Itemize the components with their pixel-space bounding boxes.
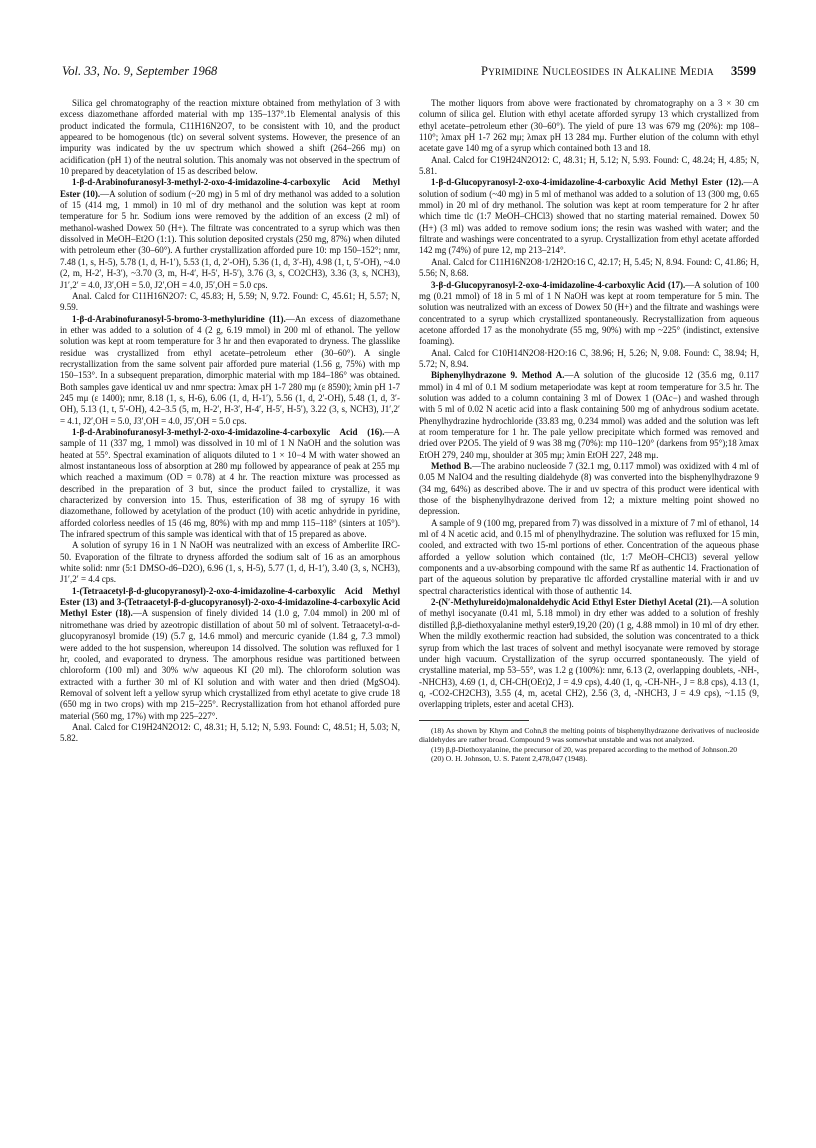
section-heading: 1-(Tetraacetyl-β-d-glucopyranosyl)-2-oxo-4-imidazoline-4-carboxylic Acid Methyl Ester (13) and 3-(Tetraacetyl-β-d-glucopyranosyl)-2-oxo-4-imidazoline-4-carboxylic Acid Methyl Ester (18). [60,585,400,619]
section-heading: 3-β-d-Glucopyranosyl-2-oxo-4-imidazoline-4-carboxylic Acid (17). [431,279,686,290]
paragraph-text: —A solution of the glucoside 12 (35.6 mg, 0.117 mmol) in 4 ml of 0.1 M sodium metaperiodate was kept at room temperature for 3.5 hr. The solution was added to a column containing 3 ml of Dowex 1 (OAc−) and washed through with 5 ml of 0.02 N acetic acid into a flask containing 500 mg of anhydrous sodium acetate. Phenylhydrazine hydrochloride (33.83 mg, 0.234 mmol) was added and the solution was left at room temperature for 1 hr. The pale yellow precipitate which formed was removed and dried over P2O5. The yield of 9 was 38 mg (70%): mp 110–120° (darkens from 95°);18 λmax EtOH 279, 240 mμ, shoulder at 305 mμ; λmin EtOH 227, 248 mμ. [419,370,760,460]
paragraph-text: Anal. Calcd for C11H16N2O7: C, 45.83; H, 5.59; N, 9.72. Found: C, 45.61; H, 5.57; N, 9.59. [60,290,400,313]
section-heading: 1-β-d-Arabinofuranosyl-3-methyl-2-oxo-4-imidazoline-4-carboxylic Acid (16). [72,426,385,437]
footnote: (20) O. H. Johnson, U. S. Patent 2,478,047 (1948). [431,754,588,764]
paragraph-text: —An excess of diazomethane in ether was added to a solution of 4 (2 g, 6.19 mmol) in 200 ml of ethanol. The yellow solution was kept at room temperature for 3 hr and then evaporated to dryness. The glasslike residue was crystallized from ethyl acetate–petroleum ether (30–60°). A single recrystallization from the same solvent pair afforded pure material (1.56 g, 75%) with mp 150–153°. In a subsequent preparation, dimorphic material with mp 184–186° was obtained. Both samples gave identical uv and nmr spectra: λmax pH 1-7 280 mμ (ε 8590); λmin pH 1-7 245 mμ (ε 1400); nmr, 8.18 (1, s, H-6), 6.06 (1, d, H-1′), 5.56 (1, d, 2′-OH), 5.48 (1, d, 3′-OH), 5.13 (1, t, 5′-OH), 4.2–3.5 (5, m, H-2′, H-3′, H-4′, H-5′, H-5′), 3.22 (3, s, NCH3), J1′,2′ = 4.1, J2′,OH = 5.0, J3′,OH = 4.0, J5′,OH = 5.0 cps. [60,313,400,426]
paragraph-text: A solution of syrupy 16 in 1 N NaOH was neutralized with an excess of Amberlite IRC-50. Evaporation of the filtrate to dryness afforded the sodium salt of 16 as an amorphous white solid: nmr (5:1 DMSO-d6–D2O), 6.96 (1, s, H-5), 5.77 (1, d, H-1′), 3.40 (3, s, NCH3), J1′,2′ = 4.4 cps. [60,540,400,585]
section-heading: Method B. [431,461,472,471]
paragraph-text: —A solution of sodium (~20 mg) in 5 ml of dry methanol was added to a solution of 15 (414 mg, 1 mmol) in 10 ml of dry methanol and the solution was kept at room temperature for 5 hr. Sodium ions were removed by the addition of an excess (2 ml) of methanol-washed Dowex 50 (H+). The filtrate was concentrated to a syrup which was then dissolved in MeOH–Et2O (1:1). This solution deposited crystals (250 mg, 87%) when diluted with petroleum ether (30–60°). A further crystallization afforded pure 10: mp 150–152°; nmr, 7.48 (1, s, H-5), 5.78 (1, d, H-1′), 5.53 (1, d, 2′-OH), 5.36 (1, d, 3′-H), 4.98 (1, t, 5′-OH), ~4.0 (2, m, H-2′, H-3′), ~3.70 (3, m, H-4′, H-5′, H-5′), 3.76 (3, s, CO2CH3), 3.36 (3, s, NCH3), J1′,2′ = 4.0, J3′,OH = 5.0, J2′,OH = 4.0, J5′,OH = 5.0 cps. [60,188,400,290]
section-heading: 2-(N′-Methylureido)malonaldehydic Acid Ethyl Ester Diethyl Acetal (21). [431,597,713,608]
paragraph [60,98,400,177]
paragraph-text: —A solution of methyl isocyanate (0.41 ml, 5.18 mmol) in dry ether was added to a solution of freshly distilled β,β-diethoxyalanine methyl ester9,19,20 (20) (1 g, 4.88 mmol) in 10 ml of dry ether. When the mildly exothermic reaction had subsided, the solution was concentrated to a thick syrup from which the last traces of solvent and methyl isocyanate were removed by storage under high vacuum. Crystallization of the syrup occurred spontaneously. The yield of crystalline material, mp 53–55°, was 1.2 g (100%): nmr, 6.13 (2, overlapping doublets, -NH-, -NHCH3), 4.69 (1, d, CH-CH(OEt)2, J = 4.9 cps), 4.40 (1, q, -CH-NH-, J = 8.8 cps), 4.13 (1, q, -CO2-CH2CH3), 3.55 (4, m, acetal CH2), 2.56 (3, d, -NHCH3, J = 4.9 cps), ~1.15 (9, overlapping triplets, ester and acetal CH3). [419,597,759,710]
page-number: 3599 [731,64,756,78]
running-title: Pyrimidine Nucleosides in Alkaline Media [480,64,714,78]
section-heading: 1-β-d-Arabinofuranosyl-3-methyl-2-oxo-4-imidazoline-4-carboxylic Acid Methyl Ester (10). [60,177,400,199]
paragraph [60,540,400,585]
paragraph [419,257,759,280]
paragraph-text: Anal. Calcd for C10H14N2O8·H2O:16 C, 38.96; H, 5.26; N, 9.08. Found: C, 38.94; H, 5.72; N, 8.94. [419,347,759,369]
paragraph-text: —A solution of 100 mg (0.21 mmol) of 18 in 5 ml of 1 N NaOH was kept at room temperature for 5 min. The solution was neutralized with an excess of Dowex 50 (H+) and the filtrate and washings were concentrated to a syrup which crystallized spontaneously. Recrystallization from aqueous acetone afforded 17 as the monohydrate (55 mg, 90%) with mp ~225° (indistinct, extensive foaming). [419,279,759,347]
paragraph-text: —A solution of sodium (~40 mg) in 5 ml of methanol was added to a solution of 13 (300 mg, 0.65 mmol) in 20 ml of dry methanol. The solution was kept at room temperature for 2 hr after which time tlc (1:7 MeOH–CHCl3) showed that no starting material remained. Dowex 50 (H+) (3 ml) was added to remove sodium ions; the resin was washed with water; and the filtrate and washings were concentrated to a syrup. Crystallization from ethyl acetate afforded 142 mg (74%) of pure 12, mp 213–214°. [419,177,759,256]
paragraph-text: Anal. Calcd for C19H24N2O12: C, 48.31; H, 5.12; N, 5.93. Found: C, 48.24; H, 4.85; N, 5.81. [419,154,759,177]
paragraph [419,461,759,518]
paragraph [419,177,759,256]
paragraph-text: Anal. Calcd for C11H16N2O8·1/2H2O:16 C, 42.17; H, 5.45; N, 8.94. Found: C, 41.86; H, 5.56; N, 8.68. [419,256,759,279]
footnote: (19) β,β-Diethoxyalanine, the precursor of 20, was prepared according to the method of Johnson.20 [431,744,738,754]
section-heading: 1-β-d-Arabinofuranosyl-5-bromo-3-methyluridine (11). [72,313,286,324]
paragraph-text: —A suspension of finely divided 14 (1.0 g, 7.04 mmol) in 200 ml of nitromethane was dried by azeotropic distillation of about 50 ml of solvent. Tetraacetyl-α-d-glucopyranosyl bromide (19) (5.7 g, 14.6 mmol) and mercuric cyanide (1.84 g, 7.3 mmol) were added to the hot suspension, whereupon 14 dissolved. The solution was refluxed for 1 hr, cooled, and evaporated to dryness. The amorphous residue was partitioned between chloroform (100 ml) and 30% w/w aqueous KI (20 ml). The chloroform solution was extracted with a further 30 ml of KI solution and with water and then dried (MgSO4). Removal of solvent left a yellow syrup which crystallized from ethyl acetate to give crude 18 (650 mg in two crops) with mp 215–225°. Recrystallization from hot ethanol afforded pure material (560 mg, 17%) with mp 225–227°. [60,608,400,721]
page-header [62,64,756,82]
paragraph [60,177,400,290]
paragraph [60,586,400,722]
paragraph-text: A sample of 9 (100 mg, prepared from 7) was dissolved in a mixture of 7 ml of ethanol, 14 ml of 4 N acetic acid, and 0.15 ml of phenylhydrazine. The solution was refluxed for 15 min, cooled, and extracted with two 15-ml portions of ether. Concentration of the aqueous phase afforded a yellow solution which contained (tlc, 1:7 MeOH–CHCl3) several yellow components and a uv-absorbing compound with the same Rf as authentic 14. Fractionation of part of the aqueous solution by preparative tlc afforded crystalline material with ir and uv spectral characteristics identical with those of authentic 14. [419,517,759,596]
paragraph [419,597,759,710]
paragraph [419,348,759,371]
paragraph-text: —The arabino nucleoside 7 (32.1 mg, 0.117 mmol) was oxidized with 4 ml of 0.05 M NaIO4 and the resulting dialdehyde (8) was converted into the bisphenylhydrazone 9 (34 mg, 64%) as described above. The ir and uv spectra of this product were identical with those of the bisphenylhydrazone derived from 12; a mixture melting point showed no depression. [419,461,760,517]
footnote: (18) As shown by Khym and Cohn,8 the melting points of bisphenylhydrazone derivatives of nucleoside dialdehydes are rather broad. Compound 9 was somewhat unstable and was not analyzed. [419,725,759,745]
paragraph [60,722,400,745]
left-column [60,98,400,745]
paragraph [60,427,400,540]
paragraph-text: Silica gel chromatography of the reaction mixture obtained from methylation of 3 with excess diazomethane afforded material with mp 135–137°.1b Elemental analysis of this product indicated the formula, C11H16N2O7, to be consistent with 10, and the product appeared to be homogenous (tlc) on several solvent systems. However, the presence of an impurity was indicated by the uv spectrum which showed a shift (264–266 mμ) on acidification (pH 1) of the neutral solution. This anomaly was not observed in the spectrum of 10 prepared by deacetylation of 15 as described below. [60,98,400,177]
paragraph-text: The mother liquors from above were fractionated by chromatography on a 3 × 30 cm column of silica gel. Elution with ethyl acetate afforded syrupy 13 which crystallized from ethyl acetate–petroleum ether (30–60°). The yield of pure 13 was 679 mg (20%): mp 108–110°; λmax pH 1-7 262 mμ; λmax pH 13 284 mμ. Further elution of the column with ethyl acetate gave 140 mg of a syrup which contained both 13 and 18. [419,98,759,154]
right-column [419,98,759,764]
footnote-rule [419,720,529,721]
paragraph-text: Anal. Calcd for C19H24N2O12: C, 48.31; H, 5.12; N, 5.93. Found: C, 48.51; H, 5.03; N, 5.82. [60,721,400,744]
paragraph [419,155,759,178]
paragraph-text: —A sample of 11 (337 mg, 1 mmol) was dissolved in 10 ml of 1 N NaOH and the solution was heated at 55°. Spectral examination of aliquots diluted to 1 × 10−4 M with water showed an almost instantaneous loss of absorption at 280 mμ followed by appearance of peak at 255 mμ which reached a maximum (OD = 0.78) at 4 hr. The reaction mixture was processed as described in the preparation of 3 but, since the product failed to crystallize, it was characterized by conversion into 15. Thus, esterification of 38 mg of syrupy 16 with diazomethane, followed by acetylation of the product (10) with acetic anhydride in pyridine, afforded colorless needles of 15 (46 mg, 80%) with mp and mmp 115–118° (sinters at 105°). The infrared spectrum of this sample was identical with that of 15 prepared as above. [60,426,400,540]
section-heading: Biphenylhydrazone 9. Method A. [431,370,565,381]
running-head [481,64,756,79]
paragraph [60,291,400,314]
section-heading: 1-β-d-Glucopyranosyl-2-oxo-4-imidazoline-4-carboxylic Acid Methyl Ester (12). [431,177,744,188]
journal-issue: Vol. 33, No. 9, September 1968 [62,64,218,78]
paragraph [419,280,759,348]
paragraph [419,518,759,597]
paragraph [419,98,759,155]
paragraph [419,370,759,461]
paragraph [60,314,400,427]
